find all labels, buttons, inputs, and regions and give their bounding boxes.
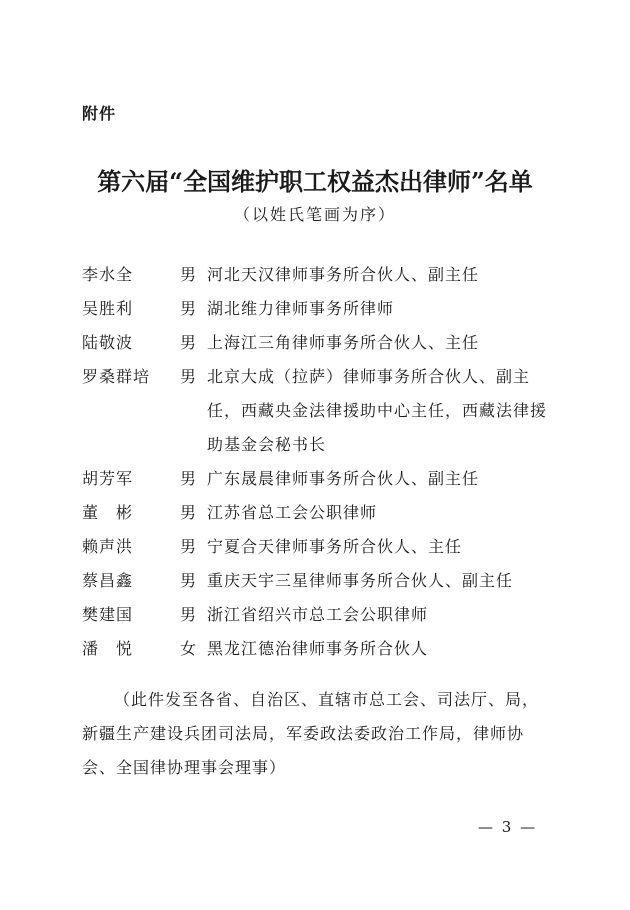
entry-gender: 男 — [180, 503, 197, 522]
list-item — [82, 360, 562, 462]
entry-name: 潘 悦 — [82, 639, 134, 658]
list-item — [82, 462, 562, 496]
entry-gender: 男 — [180, 367, 197, 386]
entry-name: 胡芳军 — [82, 469, 134, 488]
entry-gender: 男 — [180, 537, 197, 556]
list-item — [82, 258, 562, 292]
entry-name: 李水全 — [82, 265, 134, 284]
entry-name: 樊建国 — [82, 605, 134, 624]
entry-description: 江苏省总工会公职律师 — [207, 503, 378, 522]
entry-gender: 男 — [180, 605, 197, 624]
entry-name: 吴胜利 — [82, 299, 134, 318]
entry-gender: 男 — [180, 299, 197, 318]
entry-description: 宁夏合天律师事务所合伙人、主任 — [207, 537, 463, 556]
entry-description: 河北天汉律师事务所合伙人、副主任 — [207, 265, 480, 284]
distribution-note: （此件发至各省、自治区、直辖市总工会、司法厅、局，新疆生产建设兵团司法局，军委政法委政治工作局，律师协会、全国律协理事会理事） — [82, 690, 540, 777]
page-number: — 3 — — [478, 818, 538, 836]
entry-gender: 女 — [180, 639, 197, 658]
entry-description: 浙江省绍兴市总工会公职律师 — [207, 605, 429, 624]
entry-gender: 男 — [180, 333, 197, 352]
entry-description: 重庆天宇三星律师事务所合伙人、副主任 — [207, 571, 514, 590]
entry-description: 湖北维力律师事务所律师 — [207, 299, 395, 318]
list-item — [82, 598, 562, 632]
entry-name: 董 彬 — [82, 503, 134, 522]
entry-name: 罗桑群培 — [82, 367, 151, 386]
entry-description: 广东晟晨律师事务所合伙人、副主任 — [207, 469, 480, 488]
entry-description: 北京大成（拉萨）律师事务所合伙人、副主任，西藏央金法律援助中心主任，西藏法律援助基金会秘书长 — [207, 367, 548, 454]
entry-description: 黑龙江德治律师事务所合伙人 — [207, 639, 429, 658]
awardee-list — [82, 258, 562, 666]
list-item — [82, 530, 562, 564]
entry-name: 赖声洪 — [82, 537, 134, 556]
list-item — [82, 292, 562, 326]
list-item — [82, 564, 562, 598]
entry-description: 上海江三角律师事务所合伙人、主任 — [207, 333, 480, 352]
entry-name: 蔡昌鑫 — [82, 571, 134, 590]
list-item — [82, 496, 562, 530]
document-subtitle: （以姓氏笔画为序） — [233, 205, 396, 224]
attachment-label: 附件 — [82, 104, 117, 123]
list-item — [82, 632, 562, 666]
entry-gender: 男 — [180, 469, 197, 488]
entry-name: 陆敬波 — [82, 333, 134, 352]
entry-gender: 男 — [180, 571, 197, 590]
list-item — [82, 326, 562, 360]
document-title: 第六届“全国维护职工权益杰出律师”名单 — [97, 167, 533, 196]
entry-gender: 男 — [180, 265, 197, 284]
